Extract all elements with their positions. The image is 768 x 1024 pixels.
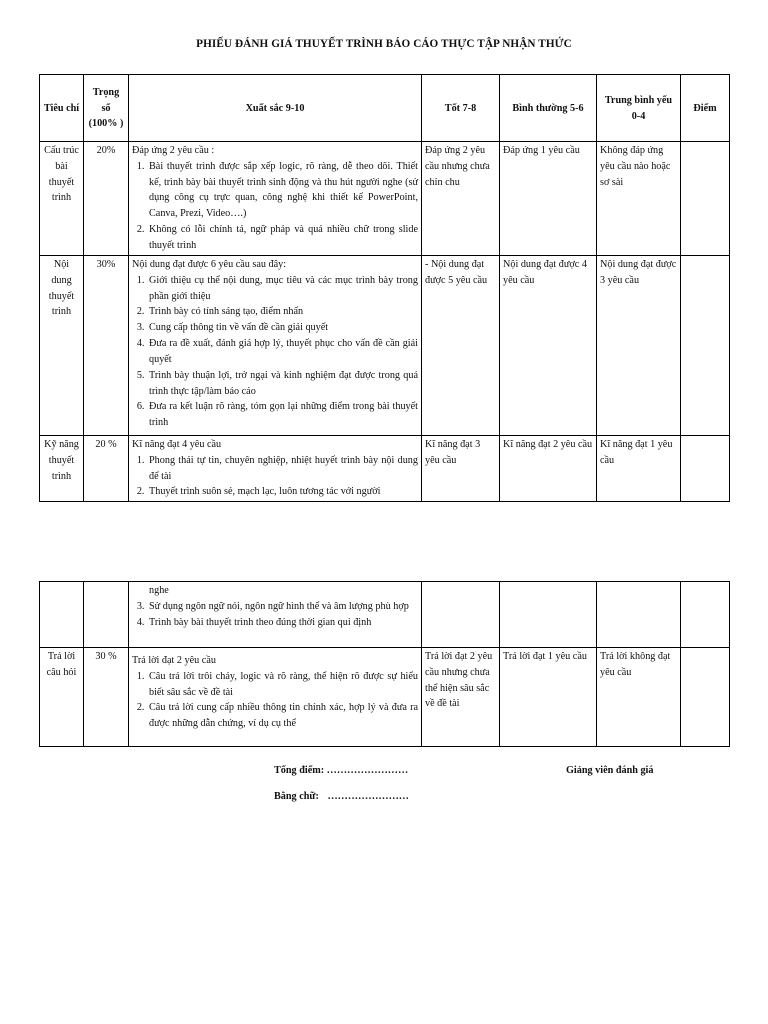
excellent-cell <box>129 142 422 256</box>
average-weak-cell: Nội dung đạt được 3 yêu cầu <box>597 256 681 436</box>
good-cell <box>422 582 500 648</box>
list-item: 3. Cung cấp thông tin về vấn đề cần giải quyết <box>147 320 418 336</box>
header-good: Tốt 7-8 <box>422 75 500 142</box>
requirement-list <box>132 159 418 254</box>
excellent-intro: Nội dung đạt được 6 yêu cầu sau đây: <box>132 259 287 270</box>
list-item: 4. Trình bày bài thuyết trình theo đúng thời gian qui định <box>147 615 418 631</box>
header-score: Điểm <box>681 75 730 142</box>
header-excellent: Xuất sắc 9-10 <box>129 75 422 142</box>
header-normal: Bình thường 5-6 <box>500 75 597 142</box>
normal-cell: Trả lời đạt 1 yêu cầu <box>500 648 597 747</box>
header-weight: Trọng số (100% ) <box>84 75 129 142</box>
score-in-words-value[interactable]: …………………… <box>327 791 409 802</box>
good-cell: Kĩ năng đạt 3 yêu cầu <box>422 436 500 502</box>
list-item: 1. Giới thiệu cụ thể nội dung, mục tiêu và các mục trình bày trong phần giới thiệu <box>147 273 418 305</box>
excellent-cell <box>129 648 422 747</box>
average-weak-cell <box>597 582 681 648</box>
requirement-list <box>132 669 418 732</box>
normal-cell <box>500 582 597 648</box>
average-weak-cell: Không đáp ứng yêu cầu nào hoặc sơ sài <box>597 142 681 256</box>
form-title: PHIẾU ĐÁNH GIÁ THUYẾT TRÌNH BÁO CÁO THỰC TẬP NHẬN THỨC <box>196 38 572 50</box>
weight-cell: 30 % <box>84 648 129 747</box>
weight-cell <box>84 582 129 648</box>
score-cell[interactable] <box>681 582 730 648</box>
list-item: 2. Trình bày có tính sáng tạo, điểm nhấn <box>147 304 418 320</box>
list-item: 2. Không có lỗi chính tả, ngữ pháp và quá nhiều chữ trong slide thuyết trình <box>147 222 418 254</box>
good-cell: - Nội dung đạt được 5 yêu cầu <box>422 256 500 436</box>
excellent-cell <box>129 582 422 648</box>
requirement-list <box>132 599 418 631</box>
header-average-weak: Trung bình yếu 0-4 <box>597 75 681 142</box>
table-row <box>40 256 730 436</box>
carry-text: nghe <box>149 585 169 596</box>
list-item: 5. Trình bày thuận lợi, trở ngại và kinh nghiệm đạt được trong quá trình thực tập/làm báo cáo <box>147 368 418 400</box>
excellent-intro: Đáp ứng 2 yêu cầu : <box>132 145 215 156</box>
list-item: 3. Sử dụng ngôn ngữ nói, ngôn ngữ hình thể và âm lượng phù hợp <box>147 599 418 615</box>
header-criteria: Tiêu chí <box>40 75 84 142</box>
total-score-label: Tổng điểm: <box>274 765 325 776</box>
list-item: 2. Câu trả lời cung cấp nhiều thông tin chính xác, hợp lý và đưa ra được những dẫn chứng, ví dụ cụ thể <box>147 700 418 732</box>
weight-cell: 30% <box>84 256 129 436</box>
excellent-intro: Kĩ năng đạt 4 yêu cầu <box>132 439 222 450</box>
good-cell: Đáp ứng 2 yêu cầu nhưng chưa chỉn chu <box>422 142 500 256</box>
normal-cell: Đáp ứng 1 yêu cầu <box>500 142 597 256</box>
score-in-words-label: Bằng chữ: <box>274 791 319 802</box>
score-cell[interactable] <box>681 256 730 436</box>
average-weak-cell: Kĩ năng đạt 1 yêu cầu <box>597 436 681 502</box>
score-cell[interactable] <box>681 142 730 256</box>
list-item: 1. Phong thái tự tin, chuyên nghiệp, nhiệt huyết trình bày nội dung để tài <box>147 453 418 485</box>
criteria-cell: Nội dung thuyết trình <box>40 256 84 436</box>
requirement-list <box>132 453 418 500</box>
lecturer-label: Giảng viên đánh giá <box>566 765 654 776</box>
table-row <box>40 436 730 502</box>
table-row <box>40 142 730 256</box>
score-cell[interactable] <box>681 648 730 747</box>
average-weak-cell: Trả lời không đạt yêu cầu <box>597 648 681 747</box>
criteria-cell: Cấu trúc bài thuyết trình <box>40 142 84 256</box>
criteria-cell: Trả lời câu hỏi <box>40 648 84 747</box>
good-cell: Trả lời đạt 2 yêu cầu nhưng chưa thể hiện sâu sắc về đề tài <box>422 648 500 747</box>
normal-cell: Kĩ năng đạt 2 yêu cầu <box>500 436 597 502</box>
normal-cell: Nội dung đạt được 4 yêu cầu <box>500 256 597 436</box>
table-row <box>40 582 730 648</box>
score-cell[interactable] <box>681 436 730 502</box>
excellent-cell <box>129 256 422 436</box>
list-item: 2. Thuyết trình suôn sẻ, mạch lạc, luôn tương tác với người <box>147 484 418 500</box>
list-item: 1. Câu trả lời trôi chảy, logic và rõ ràng, thể hiện rõ được sự hiểu biết sâu sắc về đề tài <box>147 669 418 701</box>
list-item: 6. Đưa ra kết luận rõ ràng, tóm gọn lại những điểm trong bài thuyết trình <box>147 399 418 431</box>
requirement-list <box>132 273 418 431</box>
excellent-intro: Trả lời đạt 2 yêu cầu <box>132 655 216 666</box>
header-row <box>40 75 730 142</box>
weight-cell: 20% <box>84 142 129 256</box>
total-score-value[interactable]: …………………… <box>326 765 409 776</box>
list-item: 4. Đưa ra đề xuất, đánh giá hợp lý, thuyết phục cho vấn đề cần giải quyết <box>147 336 418 368</box>
list-item: 1. Bài thuyết trình được sắp xếp logic, rõ ràng, dễ theo dõi. Thiết kế, trình bày bài thuyết trình sinh động và thu hút người nghe (sử dụng công cụ trực quan, công nghệ khi thiết kế PowerPoint, Canva, Prezi, Video….) <box>147 159 418 222</box>
criteria-cell <box>40 582 84 648</box>
criteria-cell: Kỹ năng thuyết trình <box>40 436 84 502</box>
rubric-table-continued <box>39 581 730 747</box>
excellent-cell <box>129 436 422 502</box>
total-score-line <box>274 763 408 779</box>
weight-cell: 20 % <box>84 436 129 502</box>
rubric-table <box>39 74 730 502</box>
table-row <box>40 648 730 747</box>
score-in-words-line <box>274 789 409 805</box>
